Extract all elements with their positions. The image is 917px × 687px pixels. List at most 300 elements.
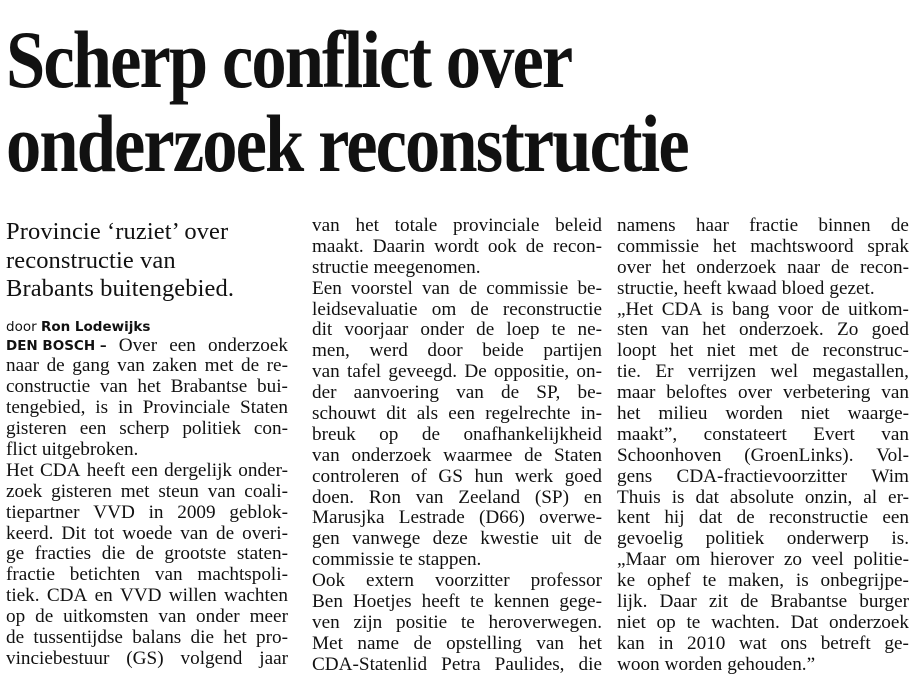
word: meer xyxy=(249,606,288,628)
word: op xyxy=(6,606,26,628)
word: professor xyxy=(530,570,602,592)
word: de xyxy=(500,382,520,404)
word: SP, xyxy=(536,382,561,404)
text-line xyxy=(6,586,288,607)
word: maakt. xyxy=(312,235,364,257)
word: Evert xyxy=(813,423,855,445)
word: be- xyxy=(577,382,602,404)
dateline: DEN BOSCH – xyxy=(6,337,107,354)
word: zit xyxy=(708,591,729,613)
column-body xyxy=(617,216,909,676)
word: over xyxy=(737,382,773,404)
word: de xyxy=(524,444,543,466)
word: be- xyxy=(577,277,602,299)
word: maar xyxy=(617,382,656,404)
text-line xyxy=(6,649,288,670)
word: de xyxy=(241,355,260,377)
text-line xyxy=(617,258,909,279)
word: van xyxy=(99,376,128,398)
word: (GroenLinks). xyxy=(744,444,854,466)
word: CDA-Statenlid xyxy=(312,653,428,675)
word: recon- xyxy=(860,256,909,278)
word: tie. xyxy=(617,361,641,383)
word: gang xyxy=(72,355,110,377)
word: overwe- xyxy=(539,507,602,529)
word: het xyxy=(617,403,641,425)
word: uitgebroken. xyxy=(41,438,139,460)
word: onderzoek. xyxy=(738,319,824,341)
text-line xyxy=(617,404,909,425)
word: gezet. xyxy=(829,277,875,299)
text-line xyxy=(312,425,602,446)
word: Er xyxy=(655,361,674,383)
word: te xyxy=(702,570,717,592)
word: de xyxy=(6,626,25,648)
word: beide xyxy=(482,340,524,362)
text-line xyxy=(617,508,909,529)
word: Staten xyxy=(240,397,288,419)
word: onderzoek xyxy=(696,256,777,278)
word: bang xyxy=(732,298,770,320)
word: dat xyxy=(698,507,723,529)
word: volgend xyxy=(180,647,243,669)
headline-line-2: onderzoek reconstructie xyxy=(6,98,688,189)
word: in xyxy=(148,501,164,523)
word: de xyxy=(35,606,54,628)
word: CDA xyxy=(39,459,81,481)
word: de xyxy=(470,298,489,320)
word: oppositie, xyxy=(493,361,570,383)
word: gevoelig xyxy=(617,528,684,550)
word: is. xyxy=(891,528,909,550)
word: ophef xyxy=(646,570,691,592)
word: dat xyxy=(695,486,719,508)
word: de xyxy=(583,528,602,550)
word: de xyxy=(135,543,154,565)
word: er- xyxy=(888,486,909,508)
word: Dit xyxy=(61,522,86,544)
word: tiepartner xyxy=(6,501,80,523)
word: deze xyxy=(432,528,468,550)
text-line xyxy=(617,467,909,488)
text-line xyxy=(312,404,602,425)
text-line xyxy=(312,488,602,509)
word: is xyxy=(671,486,685,508)
word: constructie xyxy=(6,376,91,398)
word: de xyxy=(736,507,755,529)
word: fracties xyxy=(34,543,92,565)
word: van xyxy=(881,423,909,445)
text-line xyxy=(6,377,288,398)
text-line xyxy=(312,383,602,404)
word: onzin, xyxy=(804,486,853,508)
word: machtswoord xyxy=(750,235,854,257)
word: is xyxy=(710,298,724,320)
word: het xyxy=(578,632,602,654)
word: worden xyxy=(725,403,783,425)
word: beleid xyxy=(555,215,602,236)
word: en xyxy=(94,585,113,607)
word: Ron xyxy=(368,486,401,508)
word: on- xyxy=(576,361,602,383)
word: van xyxy=(415,486,444,508)
word: geblok- xyxy=(229,501,288,523)
word: breuk xyxy=(312,423,356,445)
word: GS xyxy=(438,465,463,487)
text-line xyxy=(617,592,909,613)
article-column-3 xyxy=(617,216,909,676)
text-line xyxy=(617,279,909,300)
word: de xyxy=(740,591,759,613)
text-line xyxy=(617,550,909,571)
word: balans xyxy=(132,626,182,648)
intro-line: Provincie ‘ruziet’ over xyxy=(6,218,229,245)
word: woede xyxy=(122,522,173,544)
word: Brabantse xyxy=(770,591,848,613)
word: het xyxy=(669,340,694,362)
word: Ben xyxy=(312,591,343,613)
text-line xyxy=(312,508,602,529)
text-line xyxy=(312,362,602,383)
word: Brabantse xyxy=(170,376,248,398)
text-line xyxy=(6,628,288,649)
word: van xyxy=(422,277,450,299)
word: doen. xyxy=(312,486,355,508)
text-line xyxy=(312,550,602,571)
word: van xyxy=(456,382,484,404)
word: structie, xyxy=(617,277,679,299)
word: der xyxy=(312,382,337,404)
word: loopt xyxy=(617,340,657,362)
word: waarmee xyxy=(443,444,513,466)
text-line xyxy=(617,341,909,362)
word: gisteren xyxy=(51,480,112,502)
word: schouwt xyxy=(312,403,376,425)
word: tot xyxy=(93,522,115,544)
word: Over xyxy=(118,334,158,356)
text-line xyxy=(6,440,288,461)
word: (GS) xyxy=(126,647,164,669)
word: recon- xyxy=(552,235,602,257)
text-line xyxy=(312,592,602,613)
word: positie xyxy=(396,611,448,633)
word: in xyxy=(117,397,133,419)
word: maakt”, xyxy=(617,423,678,445)
word: 2010 xyxy=(686,632,726,654)
word: onderzoek xyxy=(829,611,909,633)
word: reconstructie xyxy=(502,298,602,320)
word: heeft xyxy=(421,591,460,613)
word: met xyxy=(120,480,150,502)
word: provinciale xyxy=(453,215,540,236)
word: wordt xyxy=(434,235,479,257)
text-line xyxy=(312,237,602,258)
text-line xyxy=(617,634,909,655)
word: reconstructie xyxy=(768,507,869,529)
text-line xyxy=(312,258,602,279)
word: van xyxy=(536,632,565,654)
word: dit xyxy=(312,319,333,341)
column-body xyxy=(6,336,288,670)
text-line xyxy=(6,356,288,377)
word: Thuis xyxy=(617,486,661,508)
word: onder- xyxy=(238,459,288,481)
word: stappen. xyxy=(417,549,482,571)
word: werk xyxy=(514,465,554,487)
word: de xyxy=(413,632,432,654)
word: de xyxy=(831,256,850,278)
word: een xyxy=(882,507,909,529)
word: van xyxy=(207,480,236,502)
word: van xyxy=(881,382,909,404)
word: Hoetjes xyxy=(352,591,412,613)
word: VVD xyxy=(119,585,162,607)
byline xyxy=(6,318,288,336)
word: het xyxy=(712,235,737,257)
word: goed xyxy=(564,465,602,487)
text-line xyxy=(617,237,909,258)
word: over xyxy=(617,256,652,278)
word: ons xyxy=(780,632,808,654)
word: met xyxy=(204,355,234,377)
word: loep xyxy=(506,319,540,341)
word: constateert xyxy=(703,423,787,445)
word: lijk. xyxy=(617,591,648,613)
intro-subheading xyxy=(6,218,288,304)
word: gehouden.” xyxy=(727,653,816,675)
word: pro- xyxy=(256,626,288,648)
text-line xyxy=(312,467,602,488)
text-line xyxy=(617,300,909,321)
word: ge xyxy=(6,543,25,565)
author-name: Ron Lodewijks xyxy=(40,318,151,335)
text-line xyxy=(6,398,288,419)
word: te xyxy=(470,591,484,613)
word: de xyxy=(216,522,235,544)
word: vanwege xyxy=(352,528,421,550)
word: kwaad xyxy=(726,277,777,299)
word: Staten xyxy=(554,444,602,466)
text-line xyxy=(312,634,602,655)
word: Het xyxy=(6,459,34,481)
word: uit xyxy=(551,528,572,550)
word: (D66) xyxy=(479,507,525,529)
word: de xyxy=(821,298,840,320)
headline xyxy=(6,14,789,189)
word: fractie xyxy=(749,215,799,236)
word: betreft xyxy=(820,632,871,654)
word: Daarin xyxy=(372,235,425,257)
word: grootste xyxy=(164,543,227,565)
text-line xyxy=(312,300,602,321)
word: het xyxy=(137,376,161,398)
word: worden xyxy=(664,653,723,675)
word: van xyxy=(312,444,340,466)
word: ge- xyxy=(884,632,909,654)
word: politiek xyxy=(705,528,765,550)
word: naar xyxy=(787,256,821,278)
word: goed xyxy=(871,319,909,341)
word: het xyxy=(661,256,686,278)
word: CDA xyxy=(661,298,703,320)
word: wachten. xyxy=(711,611,780,633)
word: een xyxy=(79,418,107,440)
text-line xyxy=(312,446,602,467)
word: in xyxy=(658,632,674,654)
text-line xyxy=(6,607,288,628)
word: steun xyxy=(158,480,199,502)
word: de xyxy=(525,235,544,257)
text-line xyxy=(6,461,288,482)
word: de xyxy=(46,355,65,377)
word: maken, xyxy=(728,570,785,592)
word: waarge- xyxy=(847,403,909,425)
text-line xyxy=(617,529,909,550)
word: van xyxy=(180,522,209,544)
text-line xyxy=(617,425,909,446)
word: met xyxy=(748,340,778,362)
word: voorstel xyxy=(351,277,413,299)
word: flict xyxy=(6,438,37,460)
word: Zo xyxy=(837,319,859,341)
intro-line: reconstructie van xyxy=(6,246,176,274)
word: con- xyxy=(253,418,288,440)
word: sprak xyxy=(867,235,909,257)
text-line xyxy=(617,613,909,634)
word: tussentijdse xyxy=(33,626,123,648)
word: Met xyxy=(312,632,343,654)
word: een xyxy=(448,403,475,425)
word: Petra xyxy=(441,653,481,675)
word: dit xyxy=(386,403,407,425)
word: onderwerp xyxy=(786,528,869,550)
word: wel xyxy=(770,361,799,383)
word: op xyxy=(379,423,399,445)
word: voorjaar xyxy=(344,319,409,341)
word: om xyxy=(675,549,701,571)
word: opstelling xyxy=(446,632,522,654)
word: Een xyxy=(312,277,342,299)
word: milieu xyxy=(658,403,708,425)
word: reconstruc- xyxy=(822,340,909,362)
word: Schoonhoven xyxy=(617,444,722,466)
word: als xyxy=(416,403,439,425)
word: Lestrade xyxy=(398,507,465,529)
article-column-1 xyxy=(6,216,288,670)
word: bui- xyxy=(257,376,288,398)
word: Wim xyxy=(871,465,909,487)
word: VVD xyxy=(93,501,135,523)
word: politie- xyxy=(853,549,909,571)
text-line xyxy=(617,488,909,509)
word: staten- xyxy=(236,543,288,565)
word: heroverwegen. xyxy=(488,611,602,633)
word: veel xyxy=(811,549,844,571)
word: die xyxy=(578,653,602,675)
word: commissie xyxy=(312,549,395,571)
word: de xyxy=(890,215,909,236)
word: niet xyxy=(800,403,830,425)
text-line xyxy=(6,565,288,586)
word: overi- xyxy=(242,522,288,544)
word: kennen xyxy=(493,591,550,613)
text-line xyxy=(617,446,909,467)
word: CDA xyxy=(46,585,88,607)
word: fractie xyxy=(6,564,55,586)
word: heeft xyxy=(683,277,722,299)
word: een xyxy=(131,459,158,481)
word: de xyxy=(458,277,478,299)
word: burger xyxy=(859,591,909,613)
word: het xyxy=(702,319,726,341)
word: kan xyxy=(617,632,645,654)
word: namens xyxy=(617,215,676,236)
word: ke xyxy=(617,570,636,592)
word: onder xyxy=(196,606,240,628)
headline-line-1: Scherp conflict over xyxy=(6,14,572,105)
word: zoek xyxy=(6,480,43,502)
text-line xyxy=(617,383,909,404)
word: sten xyxy=(617,319,648,341)
text-line xyxy=(617,362,909,383)
word: te xyxy=(686,611,701,633)
word: ven xyxy=(312,611,340,633)
word: meegenomen. xyxy=(373,256,481,278)
text-line xyxy=(312,320,602,341)
word: beloftes xyxy=(666,382,728,404)
word: wachten xyxy=(224,585,288,607)
word: de xyxy=(421,423,440,445)
word: jaar xyxy=(259,647,288,669)
word: Daar xyxy=(659,591,697,613)
word: geveegd. xyxy=(388,361,458,383)
text-line xyxy=(617,320,909,341)
text-line xyxy=(312,279,602,300)
word: de xyxy=(476,319,495,341)
word: heeft xyxy=(86,459,126,481)
word: te xyxy=(551,319,566,341)
word: van xyxy=(154,564,183,586)
word: van xyxy=(312,215,340,236)
word: absolute xyxy=(729,486,794,508)
word: onderzoek xyxy=(208,334,288,356)
word: Vol- xyxy=(876,444,909,466)
word: te xyxy=(399,549,413,571)
word: van xyxy=(661,319,689,341)
word: „Maar xyxy=(617,549,666,571)
word: niet xyxy=(617,611,646,633)
word: in- xyxy=(580,403,602,425)
word: bloed xyxy=(781,277,825,299)
word: wat xyxy=(739,632,767,654)
word: is xyxy=(795,570,809,592)
word: aanvoering xyxy=(353,382,439,404)
word: de xyxy=(791,340,810,362)
word: tiek. xyxy=(6,585,40,607)
word: extern xyxy=(366,570,414,592)
word: is xyxy=(95,397,109,419)
word: die xyxy=(101,543,126,565)
word: tafel xyxy=(346,361,382,383)
word: „Het xyxy=(617,298,654,320)
word: een xyxy=(169,334,196,356)
word: scherp xyxy=(119,418,170,440)
text-line xyxy=(617,655,909,676)
word: naar xyxy=(6,355,40,377)
word: controleren xyxy=(312,465,400,487)
word: coali- xyxy=(244,480,288,502)
word: zo xyxy=(783,549,802,571)
